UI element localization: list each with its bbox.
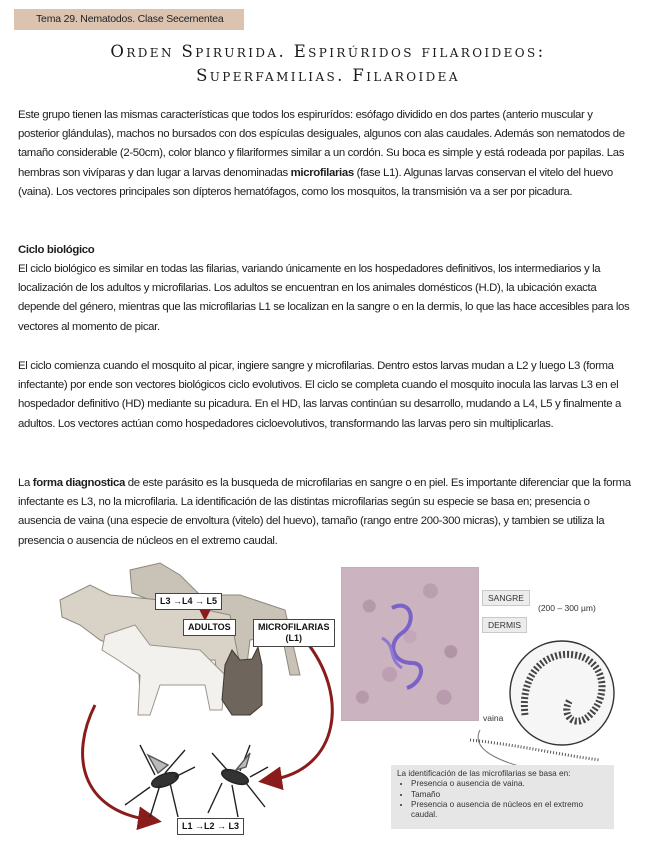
page-title xyxy=(20,40,636,88)
diagnostic-bold-term: forma diagnostica xyxy=(32,477,125,489)
mosquito-icon-2 xyxy=(208,745,268,817)
adultos-label: ADULTOS xyxy=(183,619,236,636)
title-line-1: Orden Spirurida. Espirúridos filaroideos: xyxy=(110,42,546,61)
note-list xyxy=(397,779,608,820)
intro-paragraph xyxy=(18,106,634,202)
size-range-label: (200 – 300 µm) xyxy=(538,603,596,613)
life-cycle-figure xyxy=(0,555,656,848)
blood-smear-photo xyxy=(341,567,479,721)
ciclo-paragraph-2: El ciclo comienza cuando el mosquito al picar, ingiere sangre y microfilarias. Dentro estos larvas mudan a L2 y luego L3 (forma infectante) por ende son vectores biológicos ciclo evolutivos. El ciclo se completa cuando el mosquito inocula las larvas L3 en el hospedador definitivo (HD) mediante su picadura. En el HD, las larvas continúan su desarrollo, mudando a L4, L5 y finalmente a adultos. Los vectores actúan como hospedadores cicloevolutivos, transformando las larvas pero sin multiplicarlas. xyxy=(18,360,621,430)
ciclo-paragraph-1: El ciclo biológico es similar en todas las filarias, variando únicamente en los hospedadores definitivos, los intermediarios y la localización de los adultos y microfilarias. Los adultos se encuentran en los animales domésticos (H.D), la ubicación exacta depende del género, mientras que las microfilarias L1 se localizan en la sangre o en la dermis, lo que las hace accesibles para los vectores al momento de picar. xyxy=(18,263,630,333)
intro-bold-term: microfilarias xyxy=(290,166,354,179)
note-item: • Tamaño xyxy=(411,790,608,800)
sangre-label: SANGRE xyxy=(482,590,530,606)
header-tag: Tema 29. Nematodos. Clase Secernentea xyxy=(14,9,244,30)
title-line-2: Superfamilias. Filaroidea xyxy=(196,66,460,85)
mosquito-icon xyxy=(125,745,195,817)
cycle-arrow-left xyxy=(83,705,150,820)
section-heading-ciclo: Ciclo biológico xyxy=(18,244,95,256)
microfilarias-label xyxy=(253,619,335,647)
dermis-label: DERMIS xyxy=(482,617,527,633)
diagnostic-paragraph xyxy=(18,474,634,551)
intro-text-end: (fase L1). Algunas larvas conservan el vitelo del huevo (vaina). Los vectores principales son dípteros hematófagos, como los mosquitos, la transmisión va a ser por picadura. xyxy=(18,166,613,198)
stage-l3-l5-label: L3 →L4 → L5 xyxy=(155,593,222,610)
stage-l1-l3-label: L1 →L2 → L3 xyxy=(177,818,244,835)
vaina-label: vaina xyxy=(483,713,504,723)
note-item: • Presencia o ausencia de núcleos en el extremo caudal. xyxy=(411,800,608,821)
microfilarias-sub-text: (L1) xyxy=(285,633,302,643)
note-item: • Presencia o ausencia de vaina. xyxy=(411,779,608,789)
microfilaria-worm-icon xyxy=(342,568,478,720)
microfilarias-text: MICROFILARIAS xyxy=(258,622,330,632)
diagnostic-text-end: de este parásito es la busqueda de microfilarias en sangre o en piel. Es importante diferenciar que la forma infectante es L3, no la microfilaria. La identificación de las distintas microfilarias según su especie se basa en; presencia o ausencia de vaina (una especie de envoltura (vitelo) del huevo), tamaño (rango entre 200-300 micras), y tambien se utiliza la presencia o ausencia de núcleos en el extremo caudal. xyxy=(18,477,631,547)
note-title: La identificación de las microfilarias se basa en: xyxy=(397,769,571,778)
intro-text: Este grupo tienen las mismas características que todos los espirurídos: esófago dividido en dos partes (anterio muscular y posterior glándulas), machos no bursados con dos espículas desiguales, algunos con alas caudales. Además son nematodos de tamaño considerable (2-50cm), color blanco y filariformes similar a un cordón. Su boca es simple y está rodeada por papilas. Las hembras son vivíparas y dan lugar a larvas denominadas xyxy=(18,109,625,179)
identification-note xyxy=(391,765,614,829)
microfilaria-diagram xyxy=(470,641,614,775)
diagnostic-text: La xyxy=(18,477,33,489)
cycle-arrow-right xyxy=(270,640,332,780)
